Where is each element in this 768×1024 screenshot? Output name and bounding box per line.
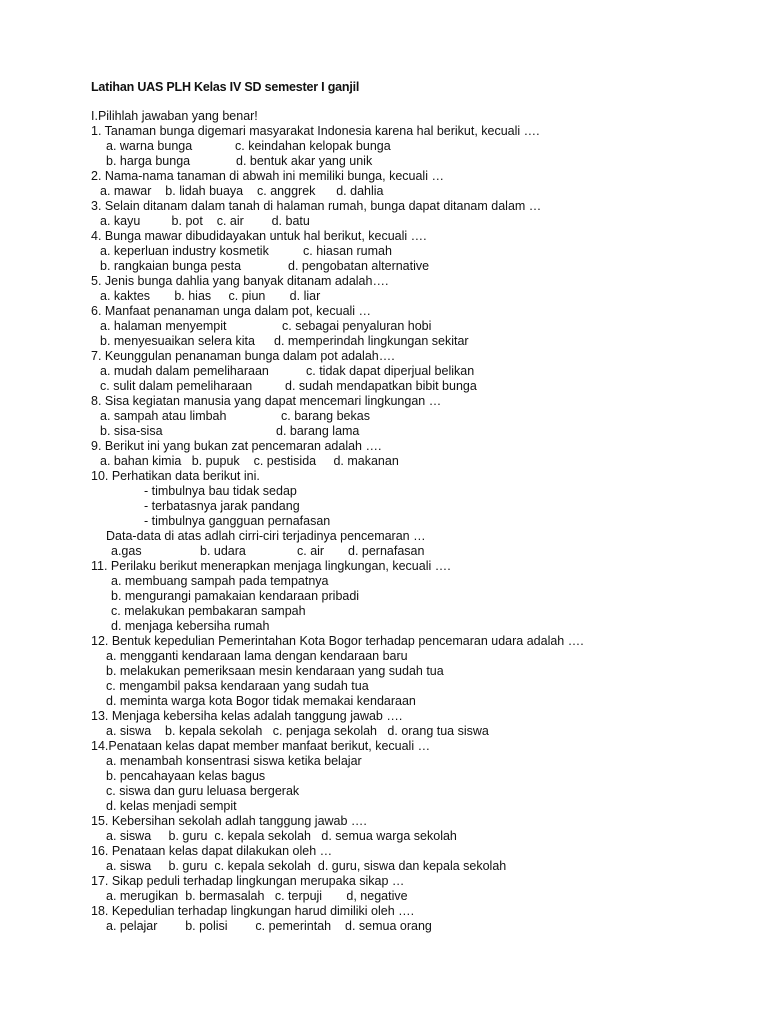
options-row: a. siswa b. kepala sekolah c. penjaga sekolah d. orang tua siswa — [106, 724, 489, 738]
options-row: a. kaktes b. hias c. piun d. liar — [100, 289, 321, 303]
option: d. meminta warga kota Bogor tidak memakai kendaraan — [106, 694, 416, 708]
option: c. melakukan pembakaran sampah — [111, 604, 306, 618]
options-row — [91, 244, 751, 259]
options-row — [91, 379, 751, 394]
option: a. membuang sampah pada tempatnya — [111, 574, 329, 588]
question-18: 18. Kepedulian terhadap lingkungan harud dimiliki oleh …. — [91, 904, 415, 918]
options-row — [91, 544, 751, 559]
option: c. hiasan rumah — [303, 244, 392, 258]
option: a. warna bunga — [106, 139, 193, 153]
question-10: 10. Perhatikan data berikut ini. — [91, 469, 260, 483]
option: d. kelas menjadi sempit — [106, 799, 237, 813]
option: c. air — [297, 544, 325, 558]
option: b. melakukan pemeriksaan mesin kendaraan yang sudah tua — [106, 664, 444, 678]
question-17: 17. Sikap peduli terhadap lingkungan merupaka sikap … — [91, 874, 405, 888]
question-12: 12. Bentuk kepedulian Pemerintahan Kota Bogor terhadap pencemaran udara adalah …. — [91, 634, 584, 648]
question-5: 5. Jenis bunga dahlia yang banyak ditanam adalah…. — [91, 274, 389, 288]
options-row — [91, 319, 751, 334]
option: b. mengurangi pamakaian kendaraan pribadi — [111, 589, 360, 603]
option: d. pengobatan alternative — [288, 259, 430, 273]
option: b. sisa-sisa — [100, 424, 163, 438]
option: d. bentuk akar yang unik — [236, 154, 373, 168]
option: b. udara — [200, 544, 246, 558]
options-row — [91, 409, 751, 424]
question-10-statement: Data-data di atas adlah cirri-ciri terjadinya pencemaran … — [106, 529, 426, 543]
option: d. menjaga kebersiha rumah — [111, 619, 270, 633]
question-11: 11. Perilaku berikut menerapkan menjaga lingkungan, kecuali …. — [91, 559, 451, 573]
question-8: 8. Sisa kegiatan manusia yang dapat mencemari lingkungan … — [91, 394, 442, 408]
option: d. memperindah lingkungan sekitar — [274, 334, 469, 348]
option: c. mengambil paksa kendaraan yang sudah tua — [106, 679, 369, 693]
options-row: a. pelajar b. polisi c. pemerintah d. semua orang — [106, 919, 432, 933]
question-16: 16. Penataan kelas dapat dilakukan oleh … — [91, 844, 333, 858]
option: d. barang lama — [276, 424, 360, 438]
question-4: 4. Bunga mawar dibudidayakan untuk hal berikut, kecuali …. — [91, 229, 427, 243]
option: a. sampah atau limbah — [100, 409, 227, 423]
option: a. mengganti kendaraan lama dengan kendaraan baru — [106, 649, 408, 663]
question-list — [91, 109, 751, 934]
option: b. pencahayaan kelas bagus — [106, 769, 266, 783]
question-13: 13. Menjaga kebersiha kelas adalah tanggung jawab …. — [91, 709, 403, 723]
options-row: a. merugikan b. bermasalah c. terpuji d, negative — [106, 889, 408, 903]
option: b. menyesuaikan selera kita — [100, 334, 255, 348]
options-row — [91, 424, 751, 439]
page-title: Latihan UAS PLH Kelas IV SD semester I ganjil — [91, 80, 360, 94]
option: c. tidak dapat diperjual belikan — [306, 364, 475, 378]
option: b. rangkaian bunga pesta — [100, 259, 242, 273]
options-row: a. siswa b. guru c. kepala sekolah d. guru, siswa dan kepala sekolah — [106, 859, 507, 873]
options-row — [91, 259, 751, 274]
data-item: - timbulnya bau tidak sedap — [144, 484, 297, 498]
option: a. menambah konsentrasi siswa ketika belajar — [106, 754, 362, 768]
option: a. halaman menyempit — [100, 319, 227, 333]
data-item: - timbulnya gangguan pernafasan — [144, 514, 331, 528]
options-row — [91, 364, 751, 379]
options-row — [91, 154, 751, 169]
question-6: 6. Manfaat penanaman unga dalam pot, kecuali … — [91, 304, 372, 318]
option: b. harga bunga — [106, 154, 191, 168]
options-row — [91, 334, 751, 349]
question-3: 3. Selain ditanam dalam tanah di halaman rumah, bunga dapat ditanam dalam … — [91, 199, 542, 213]
option: c. barang bekas — [281, 409, 370, 423]
option: c. keindahan kelopak bunga — [235, 139, 391, 153]
instruction: I.Pilihlah jawaban yang benar! — [91, 109, 258, 123]
options-row: a. mawar b. lidah buaya c. anggrek d. dahlia — [100, 184, 384, 198]
question-7: 7. Keunggulan penanaman bunga dalam pot adalah…. — [91, 349, 395, 363]
option: d. sudah mendapatkan bibit bunga — [285, 379, 477, 393]
option: c. siswa dan guru leluasa bergerak — [106, 784, 300, 798]
data-item: - terbatasnya jarak pandang — [144, 499, 300, 513]
question-2: 2. Nama-nama tanaman di abwah ini memiliki bunga, kecuali … — [91, 169, 444, 183]
option: c. sulit dalam pemeliharaan — [100, 379, 253, 393]
option: a. mudah dalam pemeliharaan — [100, 364, 269, 378]
question-9: 9. Berikut ini yang bukan zat pencemaran adalah …. — [91, 439, 382, 453]
option: d. pernafasan — [348, 544, 425, 558]
options-row: a. bahan kimia b. pupuk c. pestisida d. makanan — [100, 454, 399, 468]
option: a. keperluan industry kosmetik — [100, 244, 269, 258]
options-row: a. siswa b. guru c. kepala sekolah d. semua warga sekolah — [106, 829, 457, 843]
option: a.gas — [111, 544, 142, 558]
options-row — [91, 139, 751, 154]
question-15: 15. Kebersihan sekolah adlah tanggung jawab …. — [91, 814, 367, 828]
question-14: 14.Penataan kelas dapat member manfaat berikut, kecuali … — [91, 739, 431, 753]
options-row: a. kayu b. pot c. air d. batu — [100, 214, 310, 228]
question-1: 1. Tanaman bunga digemari masyarakat Indonesia karena hal berikut, kecuali …. — [91, 124, 540, 138]
option: c. sebagai penyaluran hobi — [282, 319, 432, 333]
